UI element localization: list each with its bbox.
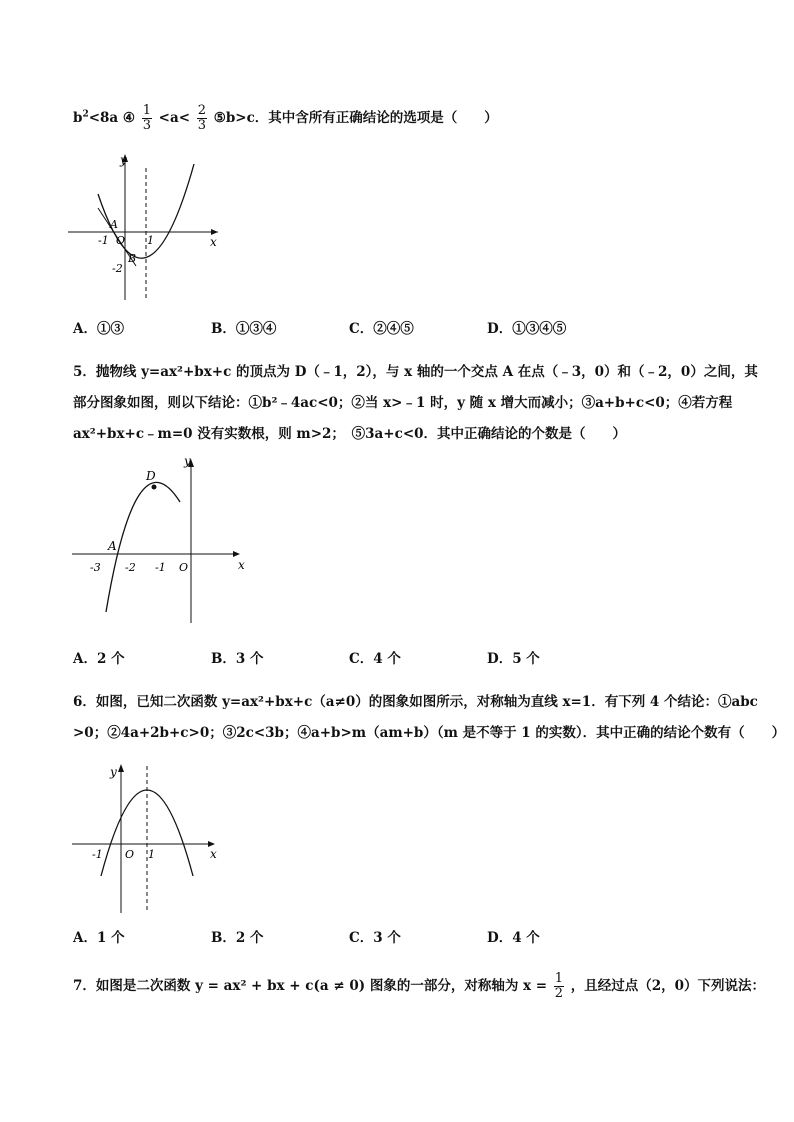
frac-denominator: 2 bbox=[554, 986, 564, 1001]
q4-fraction-one-third bbox=[142, 104, 152, 133]
q5-stem-line2: 部分图象如图，则以下结论：①b²﹣4ac<0；②当 x>﹣1 时，y 随 x 增大而减小；③a+b+c<0；④若方程 bbox=[73, 395, 733, 411]
q4-option-c[interactable]: C．②④⑤ bbox=[349, 321, 414, 337]
q5-option-d[interactable]: D．5 个 bbox=[487, 651, 540, 667]
q6-option-b[interactable]: B．2 个 bbox=[211, 930, 264, 946]
q7-fraction-one-half bbox=[554, 972, 564, 1001]
tick-neg1: -1 bbox=[98, 234, 109, 247]
q7-text-b: ，且经过点（2，0）下列说法： bbox=[570, 978, 766, 994]
q4-conclusion-line bbox=[73, 104, 498, 133]
q4-fraction-two-thirds bbox=[197, 104, 207, 133]
point-d-label: D bbox=[146, 469, 156, 483]
point-a-label: A bbox=[110, 218, 118, 231]
q6-parabola-figure bbox=[68, 758, 228, 918]
tick-neg2: -2 bbox=[112, 262, 123, 275]
point-b-label: B bbox=[128, 252, 137, 265]
q5-option-a[interactable]: A．2 个 bbox=[73, 651, 125, 667]
q6-option-d[interactable]: D．4 个 bbox=[487, 930, 540, 946]
q4-sup: 2 bbox=[82, 109, 89, 120]
frac-denominator: 3 bbox=[142, 118, 151, 133]
q4-text-end: ⑤b>c．其中含所有正确结论的选项是（ ） bbox=[213, 110, 498, 126]
x-label: x bbox=[238, 558, 245, 572]
tick-neg1: -1 bbox=[155, 561, 166, 574]
q4-option-d[interactable]: D．①③④⑤ bbox=[487, 321, 567, 337]
y-label: y bbox=[110, 765, 117, 779]
q5-parabola-figure bbox=[68, 455, 248, 627]
tick-1: 1 bbox=[148, 848, 155, 861]
q4-text-b: b bbox=[73, 110, 83, 126]
q4-text-mid: <a< bbox=[158, 110, 191, 126]
frac-numerator: 2 bbox=[197, 103, 207, 118]
q4-option-a[interactable]: A．①③ bbox=[73, 321, 124, 337]
x-axis-arrow bbox=[233, 551, 240, 557]
q4-option-b[interactable]: B．①③④ bbox=[211, 321, 277, 337]
point-a-label: A bbox=[108, 539, 117, 553]
tick-1: 1 bbox=[147, 234, 154, 247]
q5-option-c[interactable]: C．4 个 bbox=[349, 651, 401, 667]
q4-text-a: <8a ④ bbox=[88, 110, 135, 126]
q6-stem-line2: >0；②4a+2b+c>0；③2c<3b；④a+b>m（am+b）（m 是不等于 1 的实数）．其中正确的结论个数有（ ） bbox=[73, 725, 786, 741]
frac-denominator: 3 bbox=[197, 118, 207, 133]
x-label: x bbox=[210, 847, 217, 861]
tick-neg1: -1 bbox=[92, 848, 103, 861]
vertex-d-dot bbox=[152, 485, 157, 490]
frac-numerator: 1 bbox=[142, 103, 151, 118]
origin-label: O bbox=[125, 848, 135, 861]
frac-numerator: 1 bbox=[554, 971, 564, 986]
x-label: x bbox=[210, 235, 217, 249]
origin-label: O bbox=[116, 234, 126, 247]
y-label: y bbox=[184, 454, 191, 468]
q4-parabola-figure bbox=[68, 150, 228, 310]
y-label: y bbox=[120, 153, 127, 167]
q5-stem-line1: 5．抛物线 y=ax²+bx+c 的顶点为 D（﹣1，2），与 x 轴的一个交点 A 在点（﹣3，0）和（﹣2，0）之间，其 bbox=[73, 364, 758, 380]
tick-neg2: -2 bbox=[125, 561, 136, 574]
q7-stem-line1 bbox=[73, 972, 765, 1001]
tick-neg3: -3 bbox=[90, 561, 101, 574]
y-axis-arrow bbox=[118, 764, 124, 772]
origin-label: O bbox=[179, 561, 189, 574]
q5-option-b[interactable]: B．3 个 bbox=[211, 651, 264, 667]
parabola-curve bbox=[106, 482, 180, 612]
q6-option-a[interactable]: A．1 个 bbox=[73, 930, 125, 946]
q6-option-c[interactable]: C．3 个 bbox=[349, 930, 401, 946]
q7-text-a: 7．如图是二次函数 y = ax² + bx + c(a ≠ 0) 图象的一部分，对称轴为 x = bbox=[73, 978, 548, 994]
q5-stem-line3: ax²+bx+c﹣m=0 没有实数根，则 m>2； ⑤3a+c<0．其中正确结论的个数是（ ） bbox=[73, 426, 627, 442]
q6-stem-line1: 6．如图，已知二次函数 y=ax²+bx+c（a≠0）的图象如图所示，对称轴为直线 x=1．有下列 4 个结论：①abc bbox=[73, 694, 758, 710]
